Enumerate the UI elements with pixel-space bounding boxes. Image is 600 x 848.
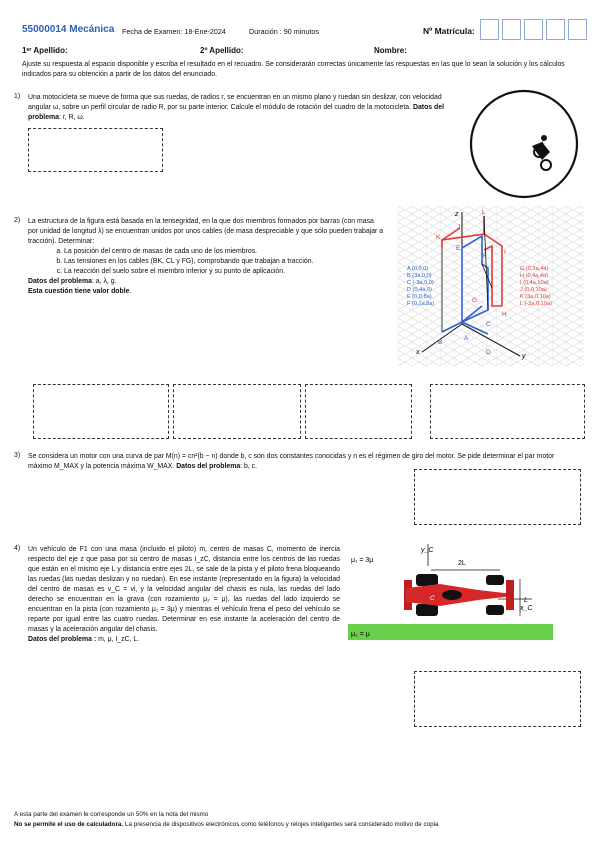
exam-date: Fecha de Examen: 18-Ene-2024 (122, 27, 226, 36)
footer-calculator-rest: La presencia de dispositivos electrónicos como teléfonos y relojes inteligentes será considerado motivo de copia (123, 821, 439, 828)
matricula-box[interactable] (568, 19, 587, 40)
label-A: A (464, 335, 469, 342)
circular-track (471, 91, 577, 197)
axis-label-x: x (416, 349, 420, 356)
matricula-label: Nº Matrícula: (423, 26, 475, 36)
point-I: I (0,4a,10a) (520, 280, 549, 286)
L-label: L (524, 597, 528, 604)
point-J: J (0,0,10a) (520, 287, 547, 293)
label-E: E (456, 245, 461, 252)
label-H: H (502, 311, 507, 318)
first-surname-label: 1ᵉʳ Apellido: (22, 46, 68, 55)
point-H: H (0,4a,4a) (520, 273, 548, 279)
point-A: A (0,0,0) (407, 266, 429, 272)
q1-text (28, 93, 460, 123)
q1-statement: Una motocicleta se mueve de forma que sus ruedas, de radios r, se encuentran en un mismo plano y ruedan sin deslizar, con velocidad angular ω, sobre un perfil circular de radio R, por su parte interior. Calcule el módulo de rotación del cuadro de la motocicleta. (28, 94, 442, 111)
q2a-answer-box[interactable] (33, 384, 169, 439)
q2-item: c. La reacción del suelo sobre el miembro inferior y su punto de aplicación. (64, 267, 384, 277)
footer-calculator-bold: No se permite el uso de calculadora. (14, 821, 124, 828)
q2-note-end: . (129, 288, 132, 295)
q1-data-label: Datos del problema (28, 104, 444, 121)
footer-weight-note: A esta parte del examen le corresponde un 50% en la nota del mismo (14, 811, 209, 818)
axis-label-y: y (522, 353, 526, 360)
q2d-answer-box[interactable] (430, 384, 585, 439)
instructions: Ajuste su respuesta al espacio disponible y escriba el resultado en el recuadro. Se considerarán correctas únicamente las respuestas en las que lo sean la solución y los cálculos indicados para su obtención a partir de los datos del enunciado. (22, 61, 565, 78)
q4-data-label: Datos del problema : (28, 636, 97, 643)
q3-answer-box[interactable] (414, 469, 581, 525)
yc-label: y_C (421, 547, 434, 554)
label-J: J (457, 224, 461, 231)
point-K: K (3a,0,10a) (520, 294, 551, 300)
q3-number: 3) (14, 452, 21, 459)
q3-data-values: : b, c. (240, 463, 258, 470)
course-code: 55000014 Mecánica (22, 24, 115, 35)
q4-f1-figure (348, 542, 586, 646)
q2-item: a. La posición del centro de masas de cada uno de los miembros. (64, 247, 384, 257)
name-label: Nombre: (374, 46, 407, 55)
point-F: F (0,2a,8a) (407, 301, 435, 307)
q2-tensegrity-figure (398, 206, 584, 366)
point-D: D (0,4a,0) (407, 287, 432, 293)
point-B: B (3a,0,0) (407, 273, 432, 279)
q2-number: 2) (14, 217, 21, 224)
grass-area (348, 624, 553, 640)
matricula-box[interactable] (524, 19, 543, 40)
q1-figure (466, 86, 594, 202)
q2c-answer-box[interactable] (305, 384, 412, 439)
point-E: E (0,0,8a) (407, 294, 432, 300)
q4-number: 4) (14, 545, 21, 552)
matricula-box[interactable] (502, 19, 521, 40)
matricula-box[interactable] (546, 19, 565, 40)
q3-statement: Se considera un motor con una curva de par M(n) = cn²(b − n) donde b, c son dos constantes conocidas y n es el régimen de giro del motor. Se pide determinar el par motor máximo M_MAX y la potencia máxima W_MAX. (28, 453, 555, 470)
mu2-label: μ₂ = μ (351, 631, 370, 638)
q2-item: b. Las tensiones en los cables (BK, CL y FG), comprobando que trabajan a tracción. (64, 257, 384, 267)
q4-statement: Un vehículo de F1 con una masa (incluido el piloto) m, centro de masas C, momento de inercia respecto del eje z que pasa por su centro de masas I_zC, distancia entre los centros de las ruedas que están en el mismo eje L y distancia entre ejes 2L, se sale de la pista y el piloto frena bloqueando las ruedas (las ruedas deslizan y no ruedan). En ese instante (representado en la figura) la velocidad del centro de masas es v_C = vi, y la velocidad angular del chasis es nula, las ruedas del lado derecho se encuentran en la grava (con rozamiento μ₂ = μ), las ruedas del lado izquierdo se encuentran en la pista (con rozamiento μ₁ = 3μ) y mientras el vehículo frena el peso del vehículo se reparte por igual entre las cuatro ruedas. Determinar en ese instante la aceleración del centro de masas y la aceleración angular del chasis. (28, 546, 340, 633)
q1-data-values: : r, R, ω. (59, 114, 85, 121)
2L-label: 2L (458, 560, 466, 567)
q1-number: 1) (14, 93, 21, 100)
label-K: K (436, 234, 441, 241)
q3-data-label: Datos del problema (176, 463, 241, 470)
label-F: F (483, 253, 487, 260)
label-L: L (482, 209, 486, 216)
label-I: I (504, 249, 506, 256)
q2b-answer-box[interactable] (173, 384, 301, 439)
second-surname-label: 2º Apellido: (200, 46, 244, 55)
q2-double-value-note: Esta cuestión tiene valor doble (28, 288, 130, 295)
label-C: C (486, 321, 491, 328)
exam-duration: Duración : 90 minutos (249, 27, 319, 36)
point-L: L (-3a,0,10a) (520, 301, 552, 307)
q1-answer-box[interactable] (28, 128, 163, 172)
xc-label: x_C (520, 605, 533, 612)
point-G: G (0,2a,4a) (520, 266, 549, 272)
q4-data-values: m, μ, I_zC, L. (96, 636, 140, 643)
point-list-left (407, 266, 434, 307)
mu1-label: μ₁ = 3μ (351, 557, 374, 564)
q2-items (28, 247, 384, 277)
svg-text:L: L (542, 140, 545, 146)
q2-statement: La estructura de la figura está basada en la tensegridad, en la que dos miembros formados por barras (con masa por unidad de longitud λ) se encuentran unidos por unos cables (de masa despreciable y que sólo pueden trabajar a tracción). Determinar: (28, 218, 384, 245)
label-G: G (472, 297, 478, 304)
footer-calculator-note (14, 821, 439, 828)
point-C: C (-3a,0,0) (407, 280, 434, 286)
q2-text (28, 217, 384, 297)
q2-data-values: : a, λ, g. (91, 278, 117, 285)
q4-answer-box[interactable] (414, 671, 581, 727)
cm-label: C (430, 595, 435, 602)
label-D: D (486, 349, 491, 356)
axis-label-z: z (455, 211, 459, 218)
label-B: B (438, 339, 443, 346)
q2-data-label: Datos del problema (28, 278, 92, 285)
matricula-box[interactable] (480, 19, 499, 40)
q4-text (28, 545, 340, 645)
